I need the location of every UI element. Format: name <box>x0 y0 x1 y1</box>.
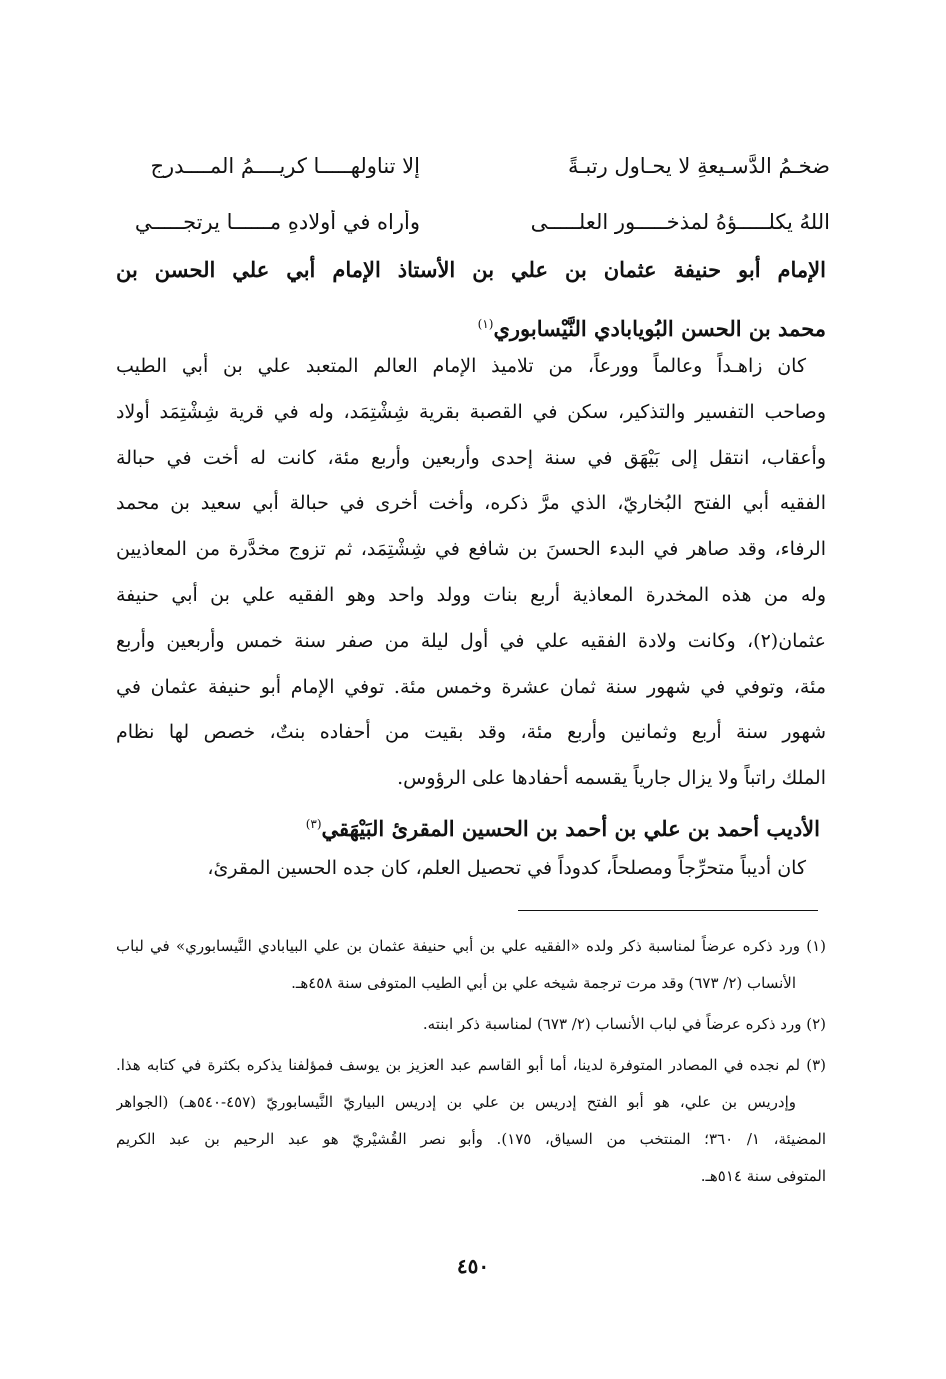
paragraph-line: الملك راتباً ولا يزال جارياً يقسمه أحفادها على الرؤوس. <box>397 767 826 790</box>
biography-paragraph <box>116 344 826 802</box>
poem-hemistich-second: إلا تناولهـــــا كريــــمُ المــــدرج <box>150 154 420 178</box>
footnote-line: (١) ورد ذكره عرضاً لمناسبة ذكر ولده «الفقيه علي بن أبي حنيفة عثمان بن علي البيابادي النَّيسابوري» في لباب <box>116 937 826 955</box>
paragraph-line: كان أديباً متحرِّجاً ومصلحاً، كدوداً في تحصيل العلم، كان جده الحسين المقرئ، <box>207 857 806 879</box>
biography-paragraph <box>116 846 826 892</box>
footnote-line: (٢) ورد ذكره عرضاً في لباب الأنساب (٢/ ٦٧٣) لمناسبة ذكر ابنته. <box>422 1015 826 1033</box>
footnote <box>116 1006 826 1043</box>
poem-verse <box>110 138 830 194</box>
footnote-line: وإدريس بن علي، هو أبو الفتح إدريس بن علي بن إدريس البياريّ النَّيسابوريّ (٤٥٧-٥٤٠هـ) (الجواهر <box>116 1093 796 1111</box>
paragraph-line: شهور سنة أربع وثمانين وأربع مئة، وقد بقيت من أحفاده بنتٌ، خصص لها نظام <box>116 721 826 744</box>
poem-hemistich-first: ضخـمُ الدَّسـيعةِ لا يحـاول رتبـةً <box>567 154 830 178</box>
poem-hemistich-second: وأراه في أولادهِ مــــــا يرتجـــــي <box>134 210 420 234</box>
footnote-line: (٣) لم نجده في المصادر المتوفرة لدينا، أما أبو القاسم عبد العزيز بن يوسف فمؤلفنا يذكره بكثرة في كتابه هذا. <box>116 1056 826 1074</box>
paragraph-line: عثمان(٢)، وكانت ولادة الفقيه علي في أول ليلة من صفر سنة خمس وأربعين وأربع <box>116 629 826 652</box>
paragraph-line: الرفاء، وقد صاهر في البدء الحسنَ بن شافع في شِشْتِمَد، ثم تزوج مخدَّرة من المعاذيين <box>116 538 826 561</box>
footnote <box>116 928 826 1002</box>
page-number: ٤٥٠ <box>456 1254 490 1278</box>
paragraph-line: وصاحب التفسير والتذكير، سكن في القصبة بقرية شِشْتِمَد، وله في قرية شِشْتِمَد أولاد <box>116 400 826 423</box>
footnotes-block <box>116 928 826 1195</box>
footnote-line: المضيئة، ١/ ٣٦٠؛ المنتخب من السياق، ١٧٥). وأبو نصر القُشيْريّ هو عبد الرحيم بن عبد الكريم <box>116 1130 826 1148</box>
paragraph-line: مئة، وتوفي في شهور سنة ثمان عشرة وخمس مئة. توفي الإمام أبو حنيفة عثمان في <box>116 675 826 698</box>
poem-hemistich-first: اللهُ يكلـــــؤهُ لمذخـــــورِ العلـــــى <box>530 210 830 234</box>
biography-heading-line: الإمام أبو حنيفة عثمان بن علي بن الأستاذ الإمام أبي علي الحسن بن <box>116 257 826 282</box>
biography-heading-text: الأديب أحمد بن علي بن أحمد بن الحسين المقرئ البَيْهَقي <box>321 816 820 841</box>
paragraph-line: الفقيه أبي الفتح البُخاريّ، الذي مرَّ ذكره، وأخت أخرى في حبالة أبي سعيد بن محمد <box>116 492 826 515</box>
footnote-separator <box>518 910 818 911</box>
poem-block <box>110 138 830 250</box>
paragraph-line: وأعقاب، انتقل إلى بَيْهَق في سنة إحدى وأربعين وأربع مئة، كانت له أخت في حبالة <box>116 446 826 469</box>
paragraph-line: وله من هذه المخدرة المعاذية أربع بنات وولد واحد وهو الفقيه علي بن أبي حنيفة <box>116 583 826 606</box>
biography-heading-text: محمد بن الحسن البُويابادي النَّيْسابوري <box>493 316 826 341</box>
footnote-line: الأنساب (٢/ ٦٧٣) وقد مرت ترجمة شيخه علي بن أبي الطيب المتوفى سنة ٤٥٨هـ. <box>291 974 796 992</box>
footnote-reference: (١) <box>477 317 494 331</box>
footnote-reference: (٣) <box>305 817 322 831</box>
footnote <box>116 1047 826 1195</box>
footnote-line: المتوفى سنة ٥١٤هـ. <box>700 1167 826 1185</box>
paragraph-line: كان زاهـداً وعالماً وورعاً، من تلاميذ الإمام العالم المتعبد علي بن أبي الطيب <box>116 355 806 377</box>
